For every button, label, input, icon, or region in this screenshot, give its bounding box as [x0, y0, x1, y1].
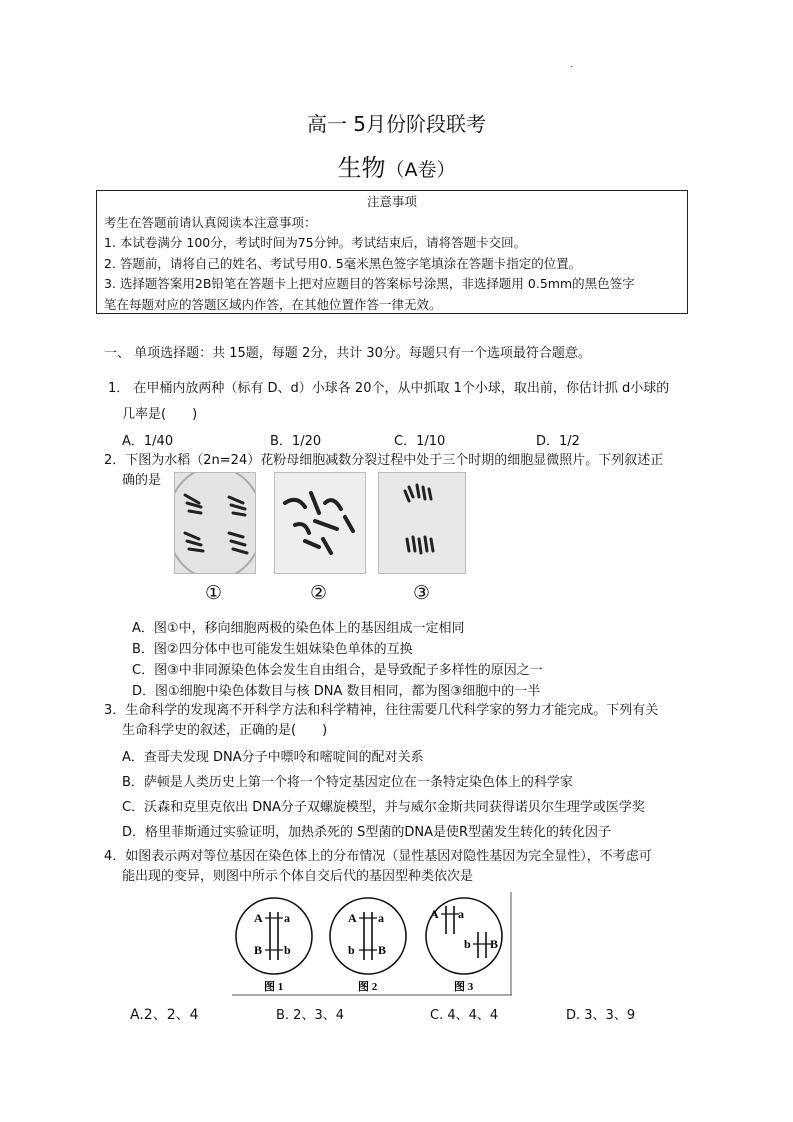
allele-a: a — [458, 907, 464, 921]
micrograph-1 — [174, 472, 256, 574]
notice-line: 笔在每题对应的答题区域内作答，在其他位置作答一律无效。 — [104, 296, 442, 312]
micrograph-2 — [274, 472, 366, 574]
gene-cell-3 — [426, 898, 502, 993]
allele-B: B — [490, 937, 499, 951]
caption-2: 图 2 — [358, 981, 378, 993]
allele-a: a — [284, 911, 290, 925]
q1-option: C．1/10 — [394, 434, 446, 449]
q3-option: C．沃森和克里克依出 DNA分子双螺旋模型，并与威尔金斯共同获得诺贝尔生理学或医学奖 — [122, 800, 645, 815]
allele-b: b — [348, 943, 355, 957]
caption-1: 图 1 — [264, 981, 284, 993]
subject-title — [0, 148, 793, 183]
gene-cell-1 — [236, 898, 312, 993]
q2-line: 2．下图为水稻（2n=24）花粉母细胞减数分裂过程中处于三个时期的细胞显微照片。下列叙述正 — [104, 453, 664, 468]
q4-option: B. 2、3、4 — [276, 1008, 344, 1023]
allele-A: A — [254, 911, 263, 925]
allele-B: B — [254, 943, 263, 957]
q1-line: 几率是( ) — [122, 407, 198, 422]
q2-line: 确的是 — [122, 473, 162, 488]
notice-box — [96, 190, 688, 314]
q3-option: D．格里菲斯通过实验证明，加热杀死的 S型菌的DNA是使R型菌发生转化的转化因子 — [122, 825, 612, 840]
allele-B: B — [378, 943, 387, 957]
notice-heading: 注意事项 — [366, 194, 417, 209]
allele-A: A — [430, 907, 439, 921]
q4-option: A.2、2、4 — [130, 1007, 199, 1023]
allele-a: a — [378, 911, 384, 925]
gene-diagram — [232, 892, 512, 996]
figure-label-1: ① — [205, 582, 223, 604]
micrograph-3-image — [379, 473, 465, 573]
micrograph-2-image — [275, 473, 365, 573]
q4-line: 能出现的变异，则图中所示个体自交后代的基因型种类依次是 — [122, 869, 474, 884]
q4-line: 4．如图表示两对等位基因在染色体上的分布情况（显性基因对隐性基因为完全显性），不考虑可 — [104, 849, 652, 864]
caption-3: 图 3 — [454, 981, 474, 993]
notice-line: 2. 答题前，请将自己的姓名、考试号用0. 5毫米黑色签字笔填涂在答题卡指定的位置。 — [104, 255, 582, 271]
notice-line: 3. 选择题答案用2B铅笔在答题卡上把对应题目的答案标号涂黑，非选择题用 0.5mm的黑色签字 — [104, 276, 635, 291]
q4-option: C. 4、4、4 — [430, 1008, 499, 1023]
allele-b: b — [464, 937, 471, 951]
q3-option: A．查哥夫发现 DNA分子中嘌呤和嘧啶间的配对关系 — [122, 750, 424, 765]
q2-option: C．图③中非同源染色体会发生自由组合，是导致配子多样性的原因之一 — [132, 663, 543, 678]
subject-sub: （A卷） — [385, 159, 456, 181]
q1-option: B．1/20 — [270, 434, 322, 449]
micrograph-1-image — [175, 473, 255, 573]
q1-line: 1． 在甲桶内放两种（标有 D、d）小球各 20个，从中抓取 1个小球，取出前，你估计抓 d小球的 — [108, 381, 670, 396]
q2-option: A．图①中，移向细胞两极的染色体上的基因组成一定相同 — [132, 621, 465, 636]
corner-dot: . — [570, 60, 573, 69]
section-heading: 一、 单项选择题：共 15题，每题 2分，共计 30分。每题只有一个选项最符合题意。 — [104, 346, 591, 361]
allele-b: b — [284, 943, 291, 957]
subject-name: 生物 — [337, 154, 386, 182]
notice-line: 考生在答题前请认真阅读本注意事项： — [104, 214, 317, 230]
allele-A: A — [348, 911, 357, 925]
figure-label-3: ③ — [413, 582, 431, 604]
notice-line: 1. 本试卷满分 100分，考试时间为75分钟。考试结束后，请将答题卡交回。 — [104, 235, 527, 250]
q1-option: D．1/2 — [536, 434, 580, 449]
q3-line: 3．生命科学的发现离不开科学方法和科学精神，往往需要几代科学家的努力才能完成。下列有关 — [104, 703, 659, 718]
exam-title: 高一 5月份阶段联考 — [306, 112, 487, 136]
q3-line: 生命科学史的叙述，正确的是( ) — [122, 723, 328, 738]
q2-option: B．图②四分体中也可能发生姐妹染色单体的互换 — [132, 642, 413, 657]
figure-label-2: ② — [310, 582, 328, 604]
micrograph-3 — [378, 472, 466, 574]
q3-option: B．萨顿是人类历史上第一个将一个特定基因定位在一条特定染色体上的科学家 — [122, 775, 573, 790]
q4-option: D. 3、3、9 — [566, 1008, 636, 1023]
gene-cell-2 — [330, 898, 406, 993]
q1-option: A．1/40 — [122, 434, 174, 449]
q2-option: D．图①细胞中染色体数目与核 DNA 数目相同，都为图③细胞中的一半 — [132, 684, 541, 699]
